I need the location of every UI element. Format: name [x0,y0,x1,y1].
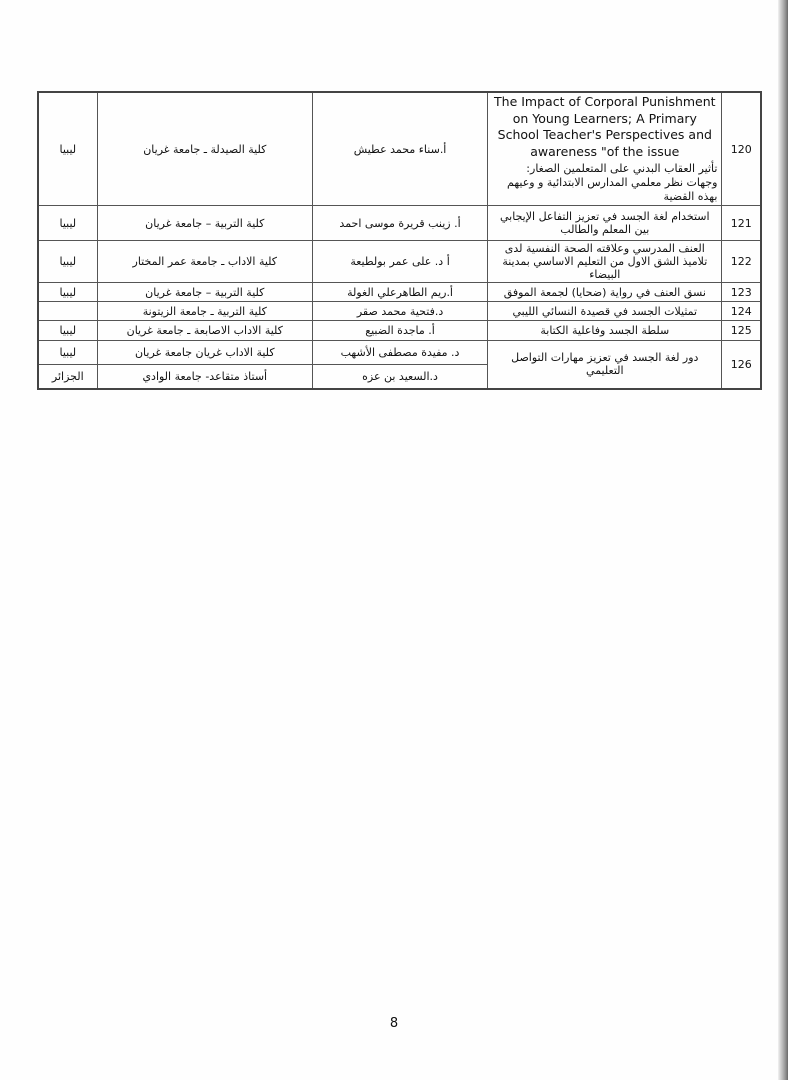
author-name: د. مفيدة مصطفى الأشهب [312,341,487,365]
page-edge-shadow [778,0,788,1080]
paper-title-arabic: تأثير العقاب البدني على المتعلمين الصغار: وجهات نظر معلمي المدارس الابتدائية و وعيهم بهذه القضية [507,162,718,203]
affiliation: كلية الاداب غريان جامعة غريان [97,341,312,365]
country: ليبيا [38,92,97,206]
country: ليبيا [38,206,97,241]
country: ليبيا [38,341,97,365]
table-row [38,92,761,206]
paper-title: استخدام لغة الجسد في تعزيز التفاعل الإيجابي بين المعلم والطالب [488,206,722,241]
paper-title: دور لغة الجسد في تعزيز مهارات التواصل التعليمي [488,341,722,389]
author-name: د.فتحية محمد صقر [312,302,487,321]
affiliation: أستاذ متقاعد- جامعة الوادي [97,365,312,389]
paper-title [488,92,722,206]
paper-title: العنف المدرسي وعلاقته الصحة النفسية لدى تلاميذ الشق الاول من التعليم الاساسي بمدينة البيضاء [488,241,722,283]
table-row [38,283,761,302]
author-name: أ د. على عمر بولطيعة [312,241,487,283]
table-row [38,302,761,321]
affiliation: كلية الصيدلة ـ جامعة غريان [97,92,312,206]
affiliation: كلية التربية – جامعة غريان [97,206,312,241]
affiliation: كلية الاداب ـ جامعة عمر المختار [97,241,312,283]
author-name: أ.ريم الطاهرعلي الغولة [312,283,487,302]
affiliation: كلية الاداب الاصابعة ـ جامعة غريان [97,321,312,341]
affiliation: كلية التربية ـ جامعة الزيتونة [97,302,312,321]
paper-title: نسق العنف في رواية (ضحايا) لجمعة الموفق [488,283,722,302]
affiliation: كلية التربية – جامعة غريان [97,283,312,302]
table-row [38,241,761,283]
country: ليبيا [38,241,97,283]
row-number: 120 [722,92,761,206]
table-row [38,321,761,341]
country: ليبيا [38,283,97,302]
row-number: 125 [722,321,761,341]
papers-table [37,91,762,390]
row-number: 123 [722,283,761,302]
author-name: د.السعيد بن عزه [312,365,487,389]
table-row [38,341,761,365]
author-name: أ. زينب قريرة موسى احمد [312,206,487,241]
row-number: 126 [722,341,761,389]
row-number: 121 [722,206,761,241]
paper-title: سلطة الجسد وفاعلية الكتابة [488,321,722,341]
country [38,302,97,321]
table-row [38,206,761,241]
row-number: 122 [722,241,761,283]
country: الجزائر [38,365,97,389]
paper-title: تمثيلات الجسد في قصيدة النسائي الليبي [488,302,722,321]
author-name: أ. ماجدة الضبيع [312,321,487,341]
author-name: أ.سناء محمد عطيش [312,92,487,206]
row-number: 124 [722,302,761,321]
paper-title-english: The Impact of Corporal Punishment on Young Learners; A Primary School Teacher's Perspectives and awareness "of the issue [494,94,716,159]
page-number: 8 [389,1016,399,1031]
country: ليبيا [38,321,97,341]
